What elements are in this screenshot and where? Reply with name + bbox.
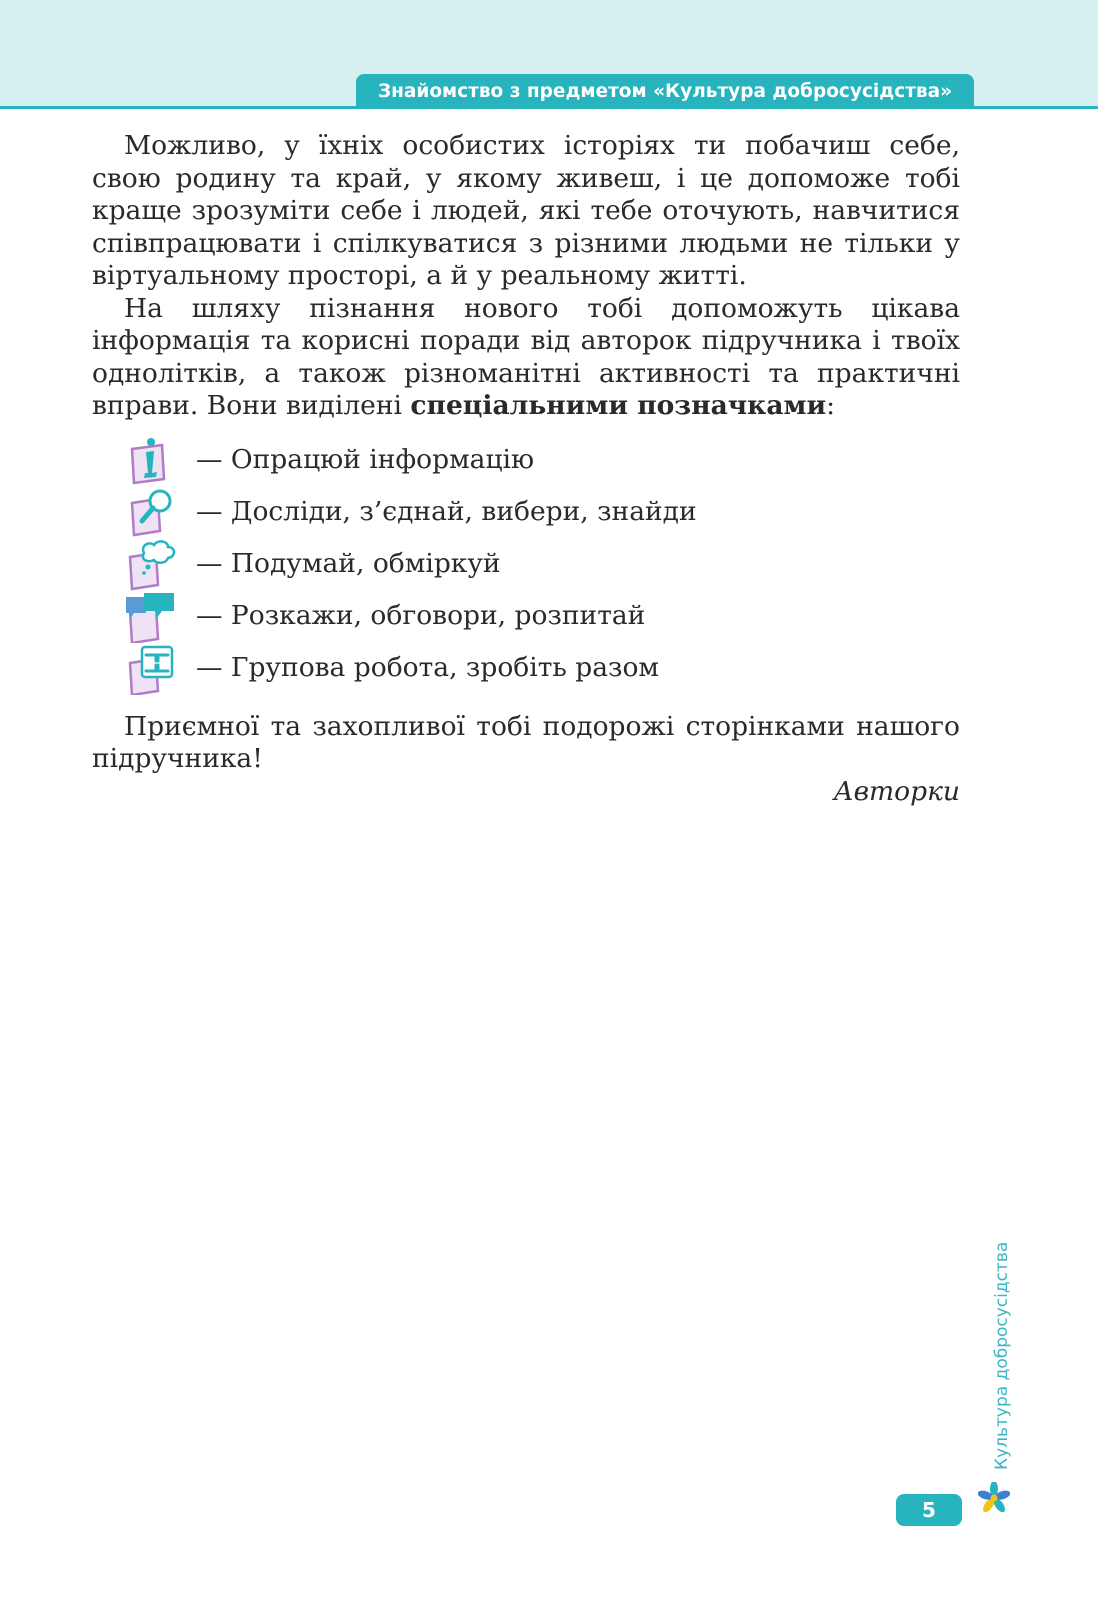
signature: Авторки [833,775,960,807]
legend-item-explore [92,487,960,539]
paragraph-2-bold: спеціальними позначками [410,390,827,421]
paragraph-2-end: : [826,390,836,421]
icon-legend [92,435,960,695]
info-icon [122,435,178,487]
legend-text-info: — Опрацюй інформацію [196,444,535,476]
book-title-vertical: Культура добросусідства [992,1241,1012,1470]
flower-icon [978,1482,1010,1514]
legend-item-group [92,643,960,695]
paragraph-2-text: На шляху пізнання нового тобі допоможуть цікава інформація та корисні поради від авторок підручника і твоїх однолітків, а також різноманітні активності та практичні вправи. Вони виділені [92,292,960,421]
magnifier-icon [122,487,178,539]
legend-text-think: — Подумай, обміркуй [196,548,501,580]
paragraph-2 [92,293,960,423]
speech-bubbles-icon [122,591,178,643]
legend-text-explore: — Досліди, з’єднай, вибери, знайди [196,496,697,528]
page-body [92,130,960,835]
legend-item-discuss [92,591,960,643]
section-title: Знайомство з предметом «Культура добросусідства» [356,74,974,109]
thought-cloud-icon [122,539,178,591]
legend-item-info [92,435,960,487]
paragraph-1: Можливо, у їхніх особистих історіях ти побачиш себе, свою родину та край, у якому живеш, і це допоможе тобі краще зрозуміти себе і людей, які тебе оточують, навчитися співпрацювати і спілкуватися з різними людьми не тільки у віртуальному просторі, а й у реальному житті. [92,130,960,291]
joined-hands-icon [122,643,178,695]
legend-item-think [92,539,960,591]
page-number: 5 [896,1494,962,1526]
closing-paragraph: Приємної та захопливої тобі подорожі сторінками нашого підручника! [92,710,960,774]
legend-text-discuss: — Розкажи, обговори, розпитай [196,600,646,632]
legend-text-group: — Групова робота, зробіть разом [196,652,660,684]
